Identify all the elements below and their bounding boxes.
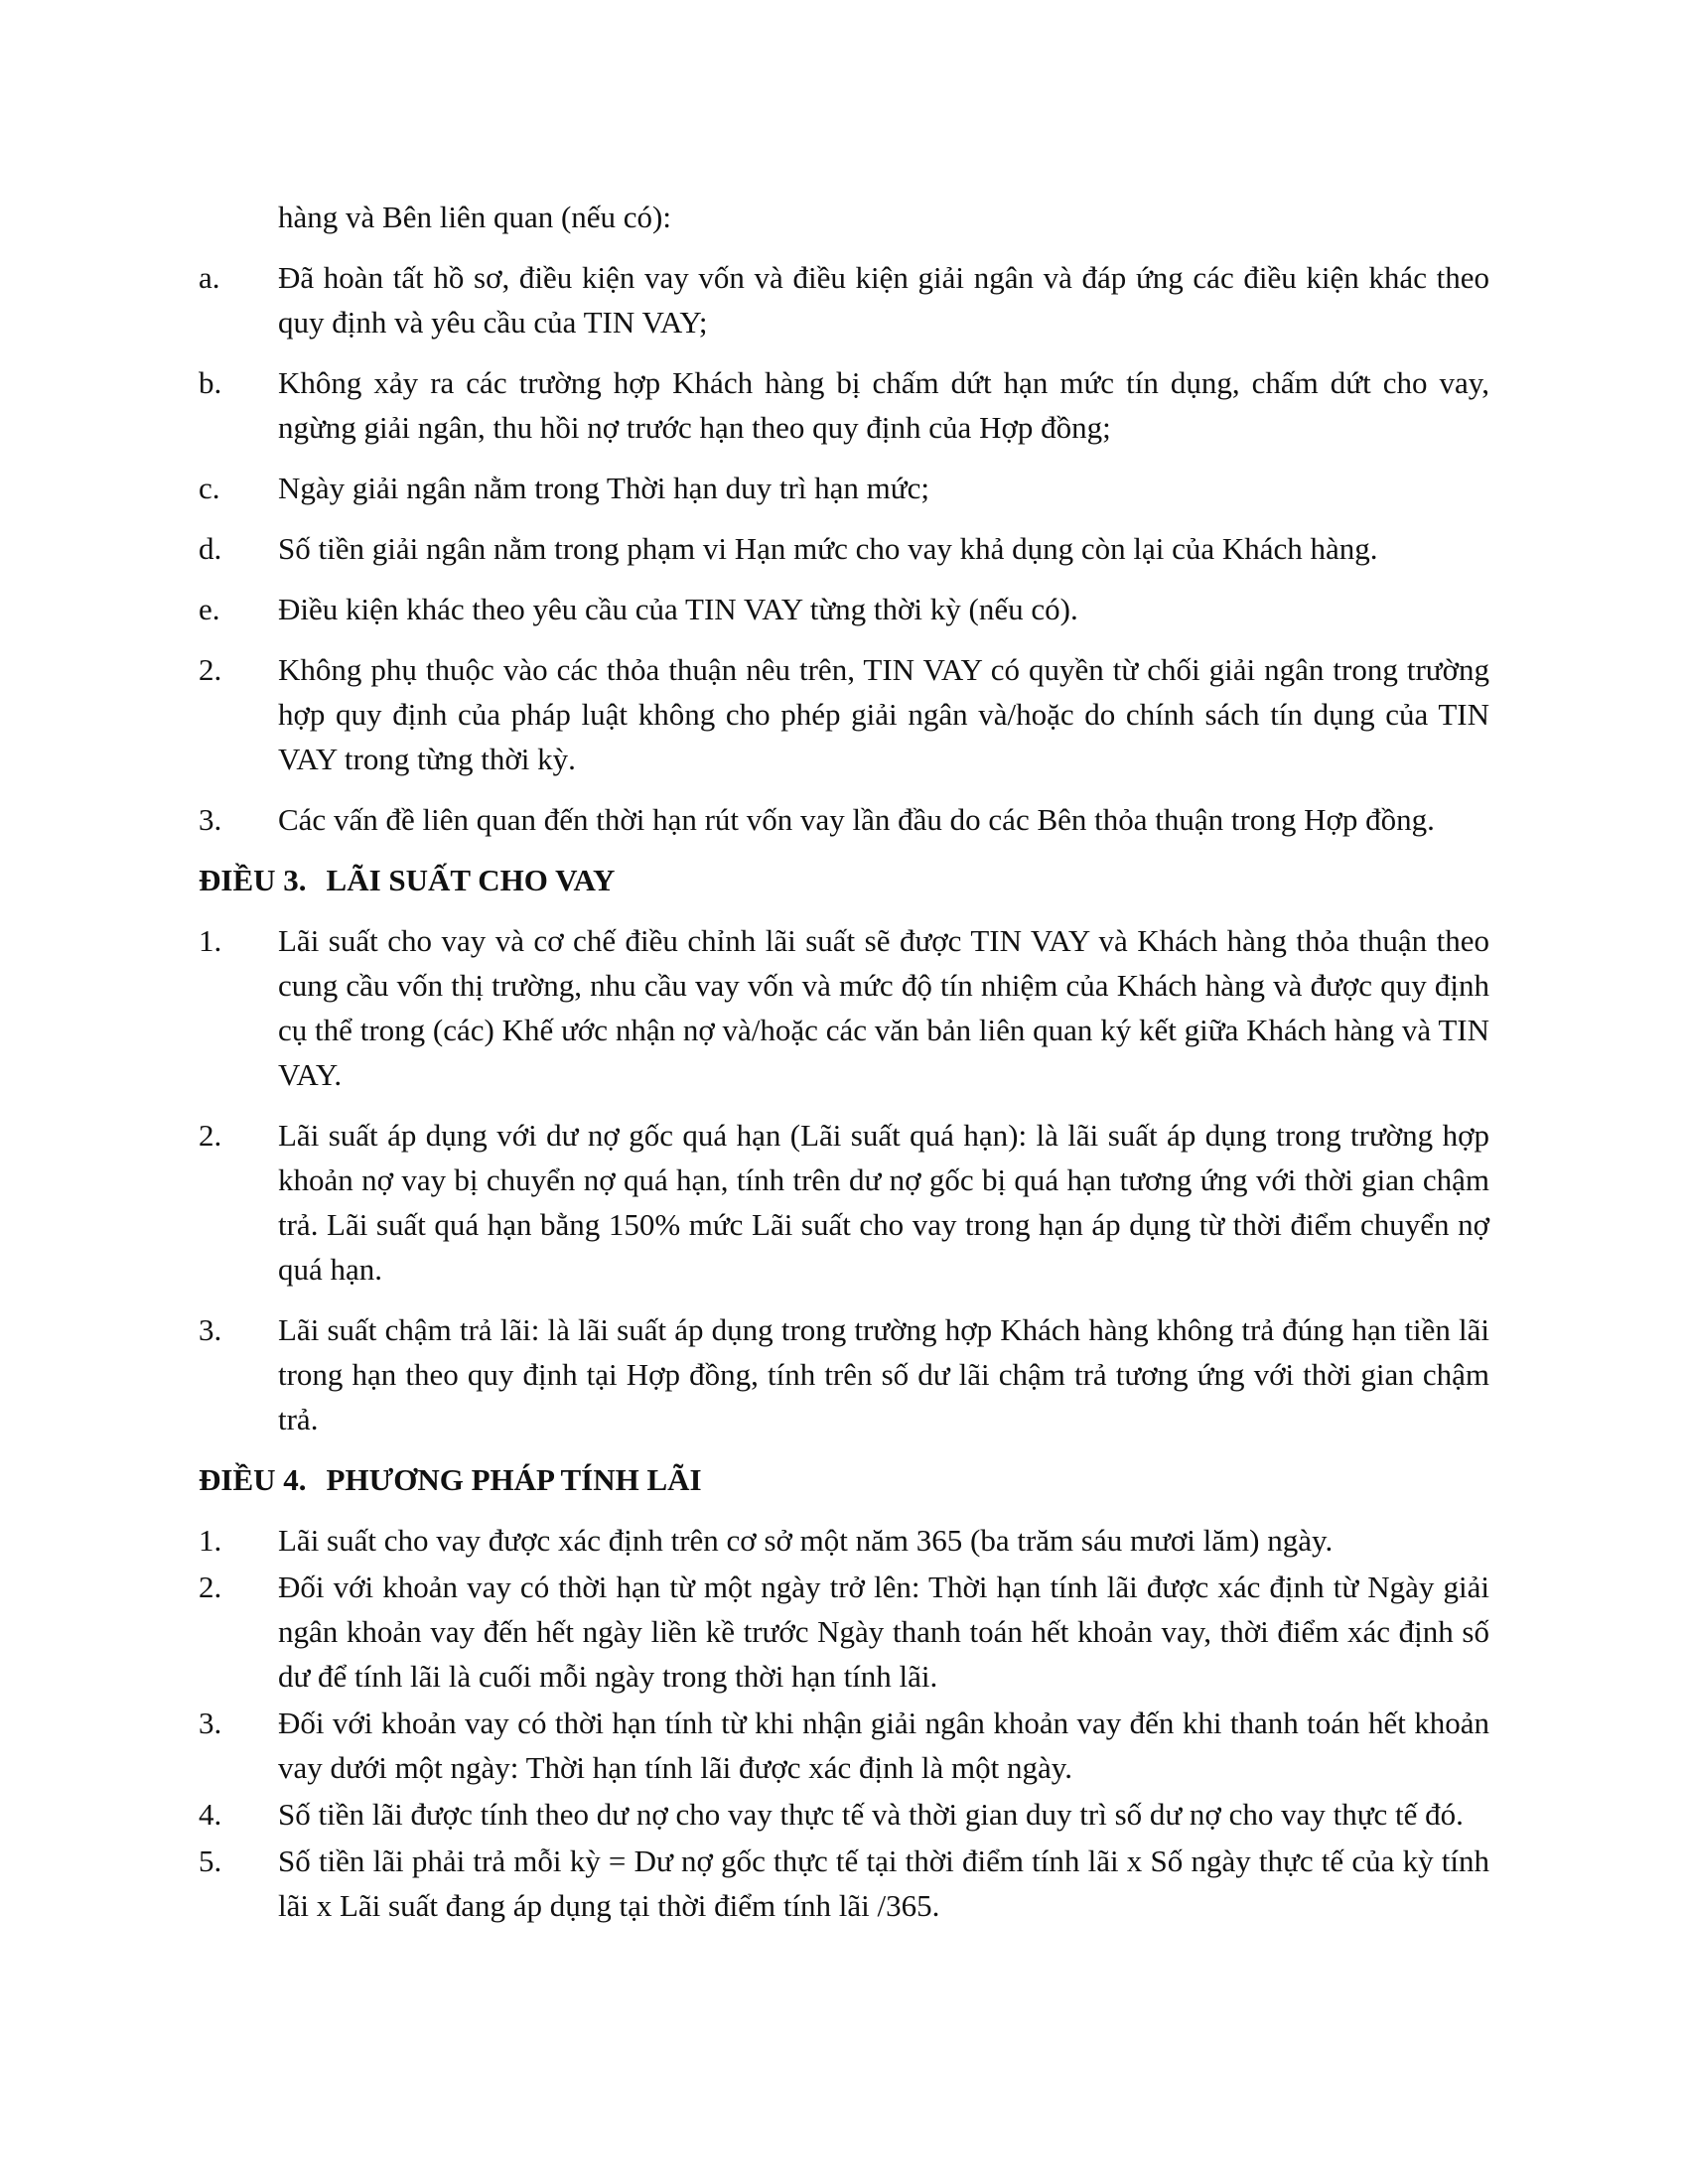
list-item-text: Đối với khoản vay có thời hạn từ một ngày trở lên: Thời hạn tính lãi được xác định từ Ngày giải ngân khoản vay đến hết ngày liền kề trước Ngày thanh toán hết khoản vay, thời điểm xác định số dư để tính lãi là cuối mỗi ngày trong thời hạn tính lãi. — [278, 1570, 1489, 1694]
list-item — [199, 526, 1489, 571]
list-marker: 2. — [199, 1118, 222, 1153]
list-marker: a. — [199, 260, 220, 295]
list-item-text: Không phụ thuộc vào các thỏa thuận nêu trên, TIN VAY có quyền từ chối giải ngân trong trường hợp quy định của pháp luật không cho phép giải ngân và/hoặc do chính sách tín dụng của TIN VAY trong từng thời kỳ. — [278, 652, 1489, 776]
list-item — [199, 1518, 1489, 1563]
list-item-text: Số tiền giải ngân nằm trong phạm vi Hạn mức cho vay khả dụng còn lại của Khách hàng. — [278, 531, 1378, 566]
list-marker: 2. — [199, 652, 222, 687]
list-marker: 3. — [199, 1312, 222, 1347]
list-marker: d. — [199, 531, 222, 566]
list-marker: 2. — [199, 1570, 222, 1604]
conditions-list — [199, 255, 1489, 631]
list-marker: 1. — [199, 923, 222, 958]
list-item-text: Lãi suất chậm trả lãi: là lãi suất áp dụng trong trường hợp Khách hàng không trả đúng hạn tiền lãi trong hạn theo quy định tại Hợp đồng, tính trên số dư lãi chậm trả tương ứng với thời gian chậm trả. — [278, 1312, 1489, 1436]
list-marker: e. — [199, 592, 220, 626]
article-title: LÃI SUẤT CHO VAY — [326, 863, 616, 897]
article3-heading — [199, 858, 1489, 902]
list-item — [199, 1839, 1489, 1928]
list-marker: b. — [199, 365, 222, 400]
list-marker: 5. — [199, 1843, 222, 1878]
list-item-text: Lãi suất áp dụng với dư nợ gốc quá hạn (Lãi suất quá hạn): là lãi suất áp dụng trong trường hợp khoản nợ vay bị chuyển nợ quá hạn, tính trên dư nợ gốc bị quá hạn tương ứng với thời gian chậm trả. Lãi suất quá hạn bằng 150% mức Lãi suất cho vay trong hạn áp dụng từ thời điểm chuyển nợ quá hạn. — [278, 1118, 1489, 1287]
article4-heading — [199, 1457, 1489, 1502]
list-item-text: Điều kiện khác theo yêu cầu của TIN VAY từng thời kỳ (nếu có). — [278, 592, 1078, 626]
list-item — [199, 797, 1489, 842]
list-item-text: Lãi suất cho vay và cơ chế điều chỉnh lãi suất sẽ được TIN VAY và Khách hàng thỏa thuận theo cung cầu vốn thị trường, nhu cầu vay vốn và mức độ tín nhiệm của Khách hàng và được quy định cụ thể trong (các) Khế ước nhận nợ và/hoặc các văn bản liên quan ký kết giữa Khách hàng và TIN VAY. — [278, 923, 1489, 1092]
list-item-text: Không xảy ra các trường hợp Khách hàng bị chấm dứt hạn mức tín dụng, chấm dứt cho vay, ngừng giải ngân, thu hồi nợ trước hạn theo quy định của Hợp đồng; — [278, 365, 1489, 445]
article-number: ĐIỀU 4. — [199, 1462, 307, 1497]
list-item-text: Số tiền lãi được tính theo dư nợ cho vay thực tế và thời gian duy trì số dư nợ cho vay thực tế đó. — [278, 1797, 1464, 1832]
list-marker: 3. — [199, 1706, 222, 1740]
list-item-text: Các vấn đề liên quan đến thời hạn rút vốn vay lần đầu do các Bên thỏa thuận trong Hợp đồng. — [278, 802, 1435, 837]
list-item — [199, 647, 1489, 781]
list-item-text: Số tiền lãi phải trả mỗi kỳ = Dư nợ gốc thực tế tại thời điểm tính lãi x Số ngày thực tế của kỳ tính lãi x Lãi suất đang áp dụng tại thời điểm tính lãi /365. — [278, 1843, 1489, 1923]
list-item — [199, 918, 1489, 1097]
article4-list — [199, 1518, 1489, 1928]
list-item — [199, 1701, 1489, 1790]
list-item — [199, 587, 1489, 631]
list-item — [199, 360, 1489, 450]
continuation-text: hàng và Bên liên quan (nếu có): — [278, 200, 671, 234]
list-item-text: Ngày giải ngân nằm trong Thời hạn duy trì hạn mức; — [278, 471, 929, 505]
list-item — [199, 1792, 1489, 1837]
list-marker: c. — [199, 471, 220, 505]
article-title: PHƯƠNG PHÁP TÍNH LÃI — [326, 1462, 702, 1497]
list-item-text: Lãi suất cho vay được xác định trên cơ sở một năm 365 (ba trăm sáu mươi lăm) ngày. — [278, 1523, 1334, 1558]
article2-list — [199, 647, 1489, 842]
list-item — [199, 1565, 1489, 1699]
list-item — [199, 1113, 1489, 1292]
list-marker: 4. — [199, 1797, 222, 1832]
list-item — [199, 1307, 1489, 1441]
list-marker: 1. — [199, 1523, 222, 1558]
document-body — [199, 195, 1489, 1930]
list-item-text: Đối với khoản vay có thời hạn tính từ khi nhận giải ngân khoản vay đến khi thanh toán hết khoản vay dưới một ngày: Thời hạn tính lãi được xác định là một ngày. — [278, 1706, 1489, 1785]
article3-list — [199, 918, 1489, 1441]
list-marker: 3. — [199, 802, 222, 837]
list-item — [199, 255, 1489, 344]
list-item-text: Đã hoàn tất hồ sơ, điều kiện vay vốn và điều kiện giải ngân và đáp ứng các điều kiện khác theo quy định và yêu cầu của TIN VAY; — [278, 260, 1489, 340]
article-number: ĐIỀU 3. — [199, 863, 307, 897]
list-item — [199, 466, 1489, 510]
